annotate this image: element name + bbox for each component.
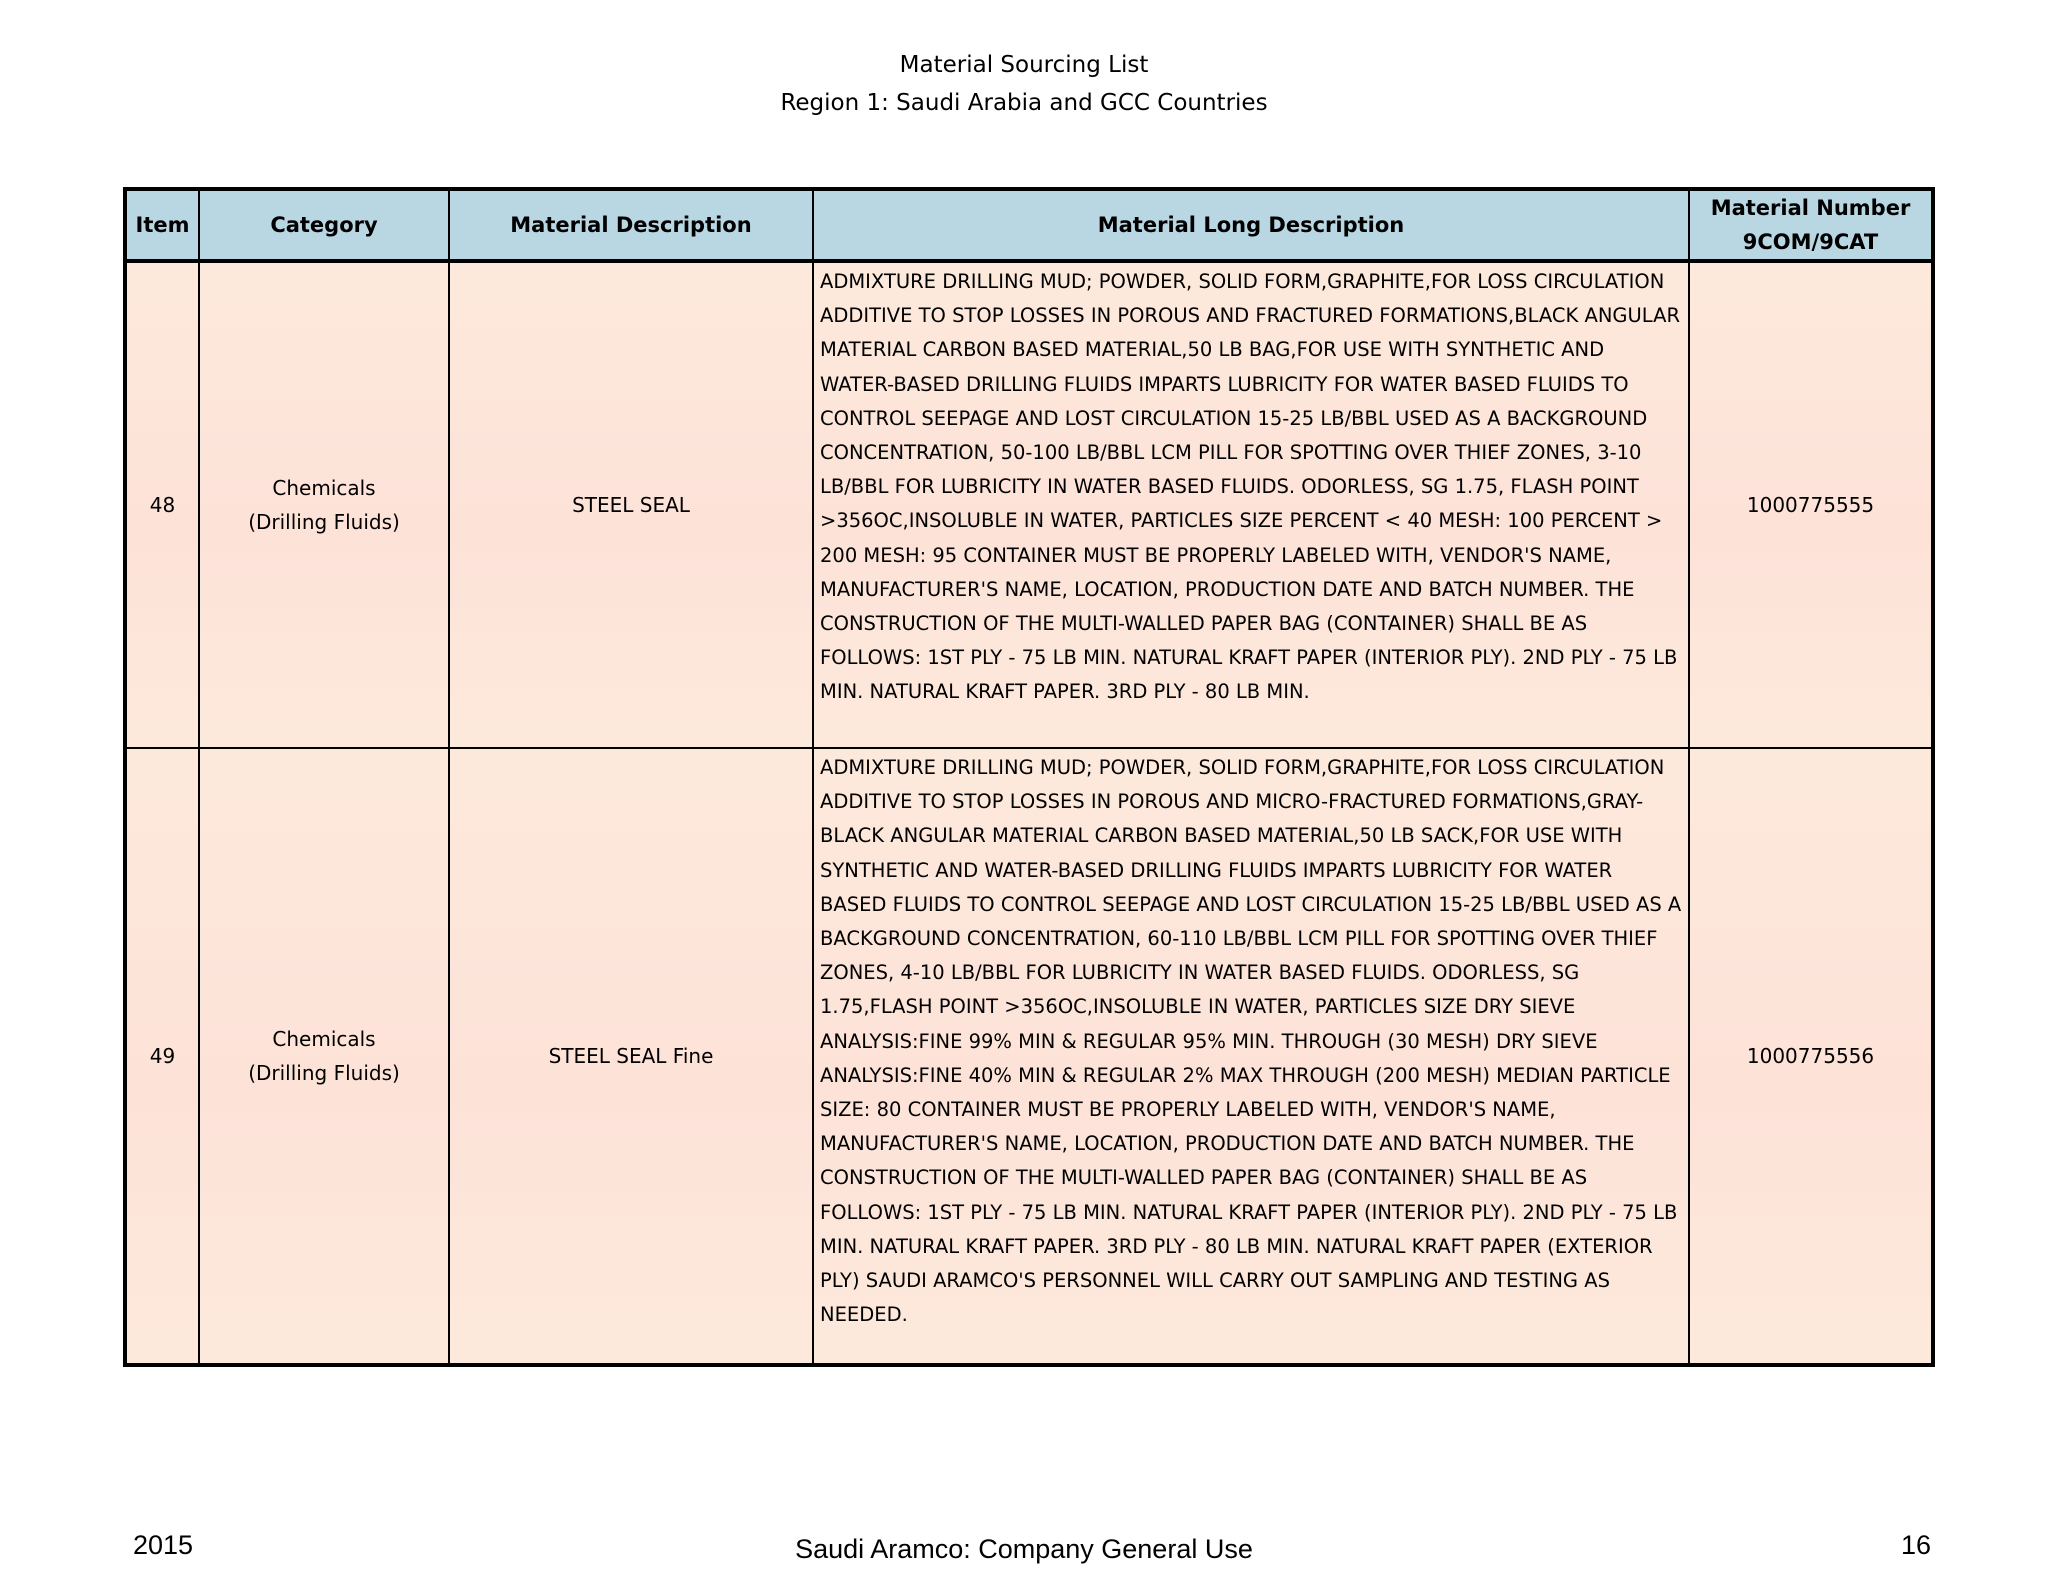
cell-material-long-description: ADMIXTURE DRILLING MUD; POWDER, SOLID FORM,GRAPHITE,FOR LOSS CIRCULATION ADDITIVE TO STOP LOSSES IN POROUS AND MICRO-FRACTURED FORMATIONS,GRAY-BLACK ANGULAR MATERIAL CARBON BASED MATERIAL,50 LB SACK,FOR USE WITH SYNTHETIC AND WATER-BASED DRILLING FLUIDS IMPARTS LUBRICITY FOR WATER BASED FLUIDS TO CONTROL SEEPAGE AND LOST CIRCULATION 15-25 LB/BBL USED AS A BACKGROUND CONCENTRATION, 60-110 LB/BBL LCM PILL FOR SPOTTING OVER THIEF ZONES, 4-10 LB/BBL FOR LUBRICITY IN WATER BASED FLUIDS. ODORLESS, SG 1.75,FLASH POINT >356OC,INSOLUBLE IN WATER, PARTICLES SIZE DRY SIEVE ANALYSIS:FINE 99% MIN & REGULAR 95% MIN. THROUGH (30 MESH) DRY SIEVE ANALYSIS:FINE 40% MIN & REGULAR 2% MAX THROUGH (200 MESH) MEDIAN PARTICLE SIZE: 80 CONTAINER MUST BE PROPERLY LABELED WITH, VENDOR'S NAME, MANUFACTURER'S NAME, LOCATION, PRODUCTION DATE AND BATCH NUMBER. THE CONSTRUCTION OF THE MULTI-WALLED PAPER BAG (CONTAINER) SHALL BE AS FOLLOWS: 1ST PLY - 75 LB MIN. NATURAL KRAFT PAPER (INTERIOR PLY). 2ND PLY - 75 LB MIN. NATURAL KRAFT PAPER. 3RD PLY - 80 LB MIN. NATURAL KRAFT PAPER (EXTERIOR PLY) SAUDI ARAMCO'S PERSONNEL WILL CARRY OUT SAMPLING AND TESTING AS NEEDED. <box>813 748 1689 1365</box>
column-header-category: Category <box>199 189 449 261</box>
column-header-material-description: Material Description <box>449 189 813 261</box>
cell-material-description: STEEL SEAL Fine <box>449 748 813 1365</box>
table-row <box>125 748 1933 1365</box>
material-sourcing-table <box>123 187 1935 1367</box>
footer-year: 2015 <box>133 1530 194 1560</box>
cell-material-long-description: ADMIXTURE DRILLING MUD; POWDER, SOLID FORM,GRAPHITE,FOR LOSS CIRCULATION ADDITIVE TO STOP LOSSES IN POROUS AND FRACTURED FORMATIONS,BLACK ANGULAR MATERIAL CARBON BASED MATERIAL,50 LB BAG,FOR USE WITH SYNTHETIC AND WATER-BASED DRILLING FLUIDS IMPARTS LUBRICITY FOR WATER BASED FLUIDS TO CONTROL SEEPAGE AND LOST CIRCULATION 15-25 LB/BBL USED AS A BACKGROUND CONCENTRATION, 50-100 LB/BBL LCM PILL FOR SPOTTING OVER THIEF ZONES, 3-10 LB/BBL FOR LUBRICITY IN WATER BASED FLUIDS. ODORLESS, SG 1.75, FLASH POINT >356OC,INSOLUBLE IN WATER, PARTICLES SIZE PERCENT < 40 MESH: 100 PERCENT > 200 MESH: 95 CONTAINER MUST BE PROPERLY LABELED WITH, VENDOR'S NAME, MANUFACTURER'S NAME, LOCATION, PRODUCTION DATE AND BATCH NUMBER. THE CONSTRUCTION OF THE MULTI-WALLED PAPER BAG (CONTAINER) SHALL BE AS FOLLOWS: 1ST PLY - 75 LB MIN. NATURAL KRAFT PAPER (INTERIOR PLY). 2ND PLY - 75 LB MIN. NATURAL KRAFT PAPER. 3RD PLY - 80 LB MIN. <box>813 261 1689 748</box>
column-header-item: Item <box>125 189 199 261</box>
cell-item: 48 <box>125 261 199 748</box>
column-header-material-long-description: Material Long Description <box>813 189 1689 261</box>
cell-item: 49 <box>125 748 199 1365</box>
page-title: Material Sourcing List <box>899 52 1149 78</box>
page-subtitle: Region 1: Saudi Arabia and GCC Countries <box>780 90 1268 116</box>
footer-classification: Saudi Aramco: Company General Use <box>795 1534 1253 1564</box>
column-header-material-number: Material Number 9COM/9CAT <box>1689 189 1933 261</box>
cell-category: Chemicals (Drilling Fluids) <box>199 748 449 1365</box>
cell-category: Chemicals (Drilling Fluids) <box>199 261 449 748</box>
cell-material-description: STEEL SEAL <box>449 261 813 748</box>
table-row <box>125 261 1933 748</box>
table-header-row <box>125 189 1933 261</box>
footer-page-number: 16 <box>1900 1530 1931 1560</box>
cell-material-number: 1000775555 <box>1689 261 1933 748</box>
cell-material-number: 1000775556 <box>1689 748 1933 1365</box>
